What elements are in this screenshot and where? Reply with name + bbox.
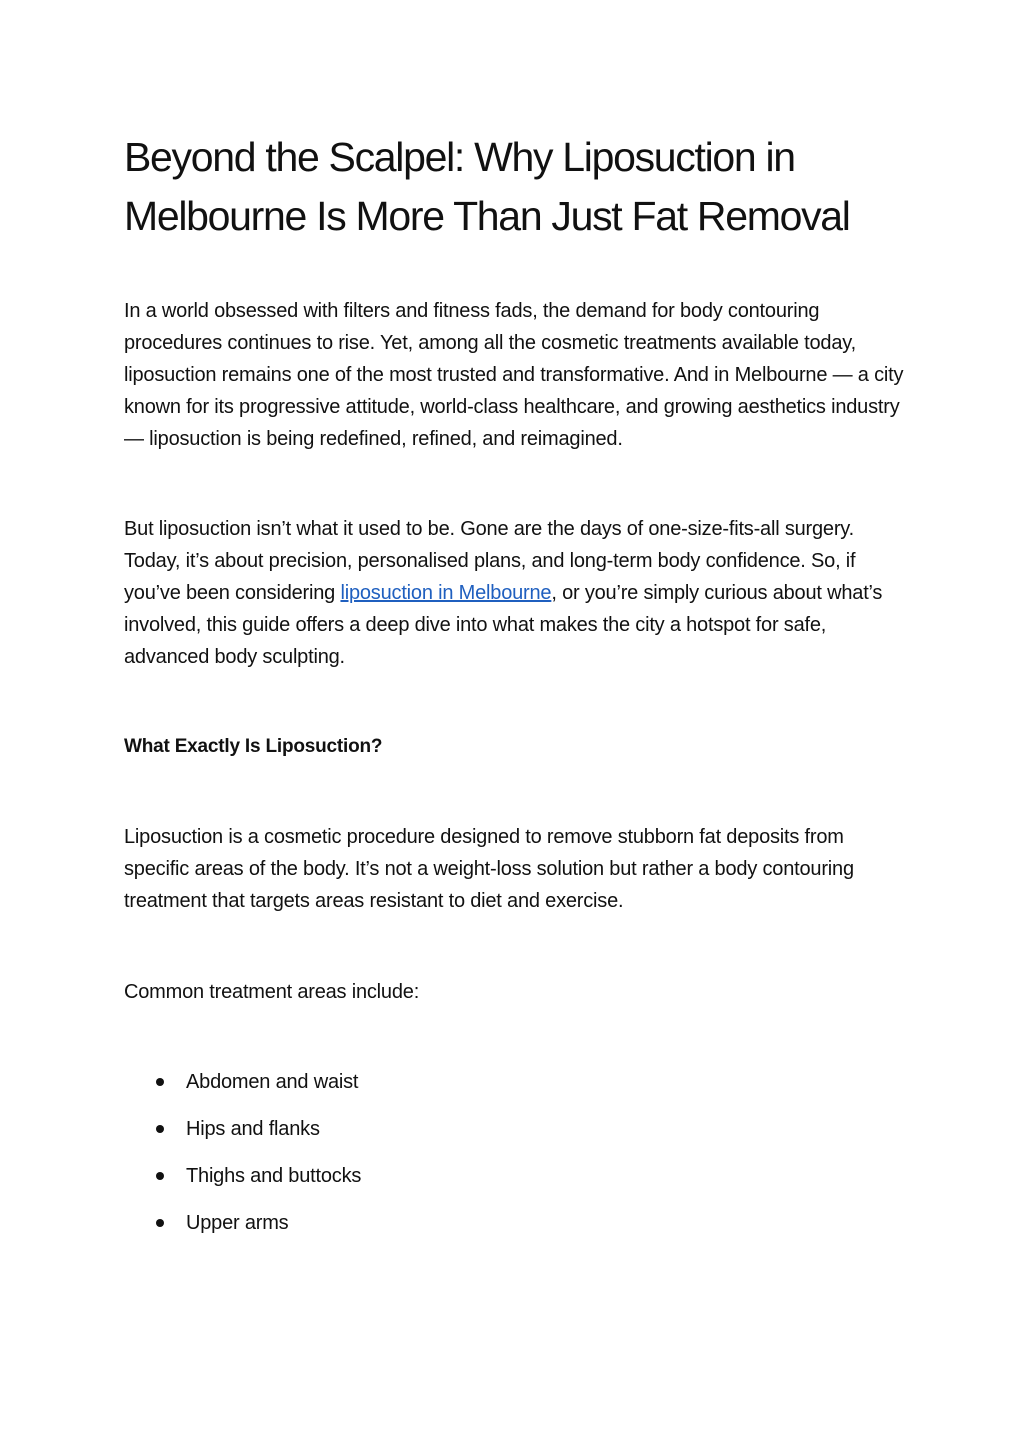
liposuction-melbourne-link[interactable]: liposuction in Melbourne bbox=[340, 582, 552, 604]
list-item-text: Abdomen and waist bbox=[186, 1071, 359, 1093]
list-item bbox=[124, 1207, 914, 1239]
bullet-icon bbox=[156, 1125, 164, 1133]
bullet-icon bbox=[156, 1078, 164, 1086]
overview-text-after-link: , or you’re simply curious about what’s involved, this guide offers a deep dive into what makes the city a hotspot for safe, advanced body sculpting. bbox=[124, 582, 883, 668]
bullet-icon bbox=[156, 1219, 164, 1227]
definition-paragraph: Liposuction is a cosmetic procedure designed to remove stubborn fat deposits from specific areas of the body. It’s not a weight-loss solution but rather a body contouring treatment that targets areas resistant to diet and exercise. bbox=[124, 826, 854, 912]
section-heading: What Exactly Is Liposuction? bbox=[124, 736, 383, 757]
list-item-text: Upper arms bbox=[186, 1212, 289, 1234]
overview-paragraph bbox=[124, 513, 914, 673]
list-item-text: Hips and flanks bbox=[186, 1118, 320, 1140]
list-item bbox=[124, 1160, 914, 1192]
list-item-text: Thighs and buttocks bbox=[186, 1165, 362, 1187]
bullet-icon bbox=[156, 1172, 164, 1180]
list-item bbox=[124, 1113, 914, 1145]
areas-intro: Common treatment areas include: bbox=[124, 981, 420, 1003]
intro-paragraph: In a world obsessed with filters and fitness fads, the demand for body contouring procedures continues to rise. Yet, among all the cosmetic treatments available today, liposuction remains one of the most trusted and transformative. And in Melbourne — a city known for its progressive attitude, world-class healthcare, and growing aesthetics industry — liposuction is being redefined, refined, and reimagined. bbox=[124, 300, 904, 450]
document-page bbox=[124, 128, 914, 1254]
treatment-areas-list bbox=[124, 1066, 914, 1239]
list-item bbox=[124, 1066, 914, 1098]
page-title: Beyond the Scalpel: Why Liposuction in Melbourne Is More Than Just Fat Removal bbox=[124, 134, 850, 239]
overview-text-before-link: But liposuction isn’t what it used to be. Gone are the days of one-size-fits-all surgery. Today, it’s about precision, personalised plans, and long-term body confidence. So, if you’ve been considering bbox=[124, 518, 856, 604]
